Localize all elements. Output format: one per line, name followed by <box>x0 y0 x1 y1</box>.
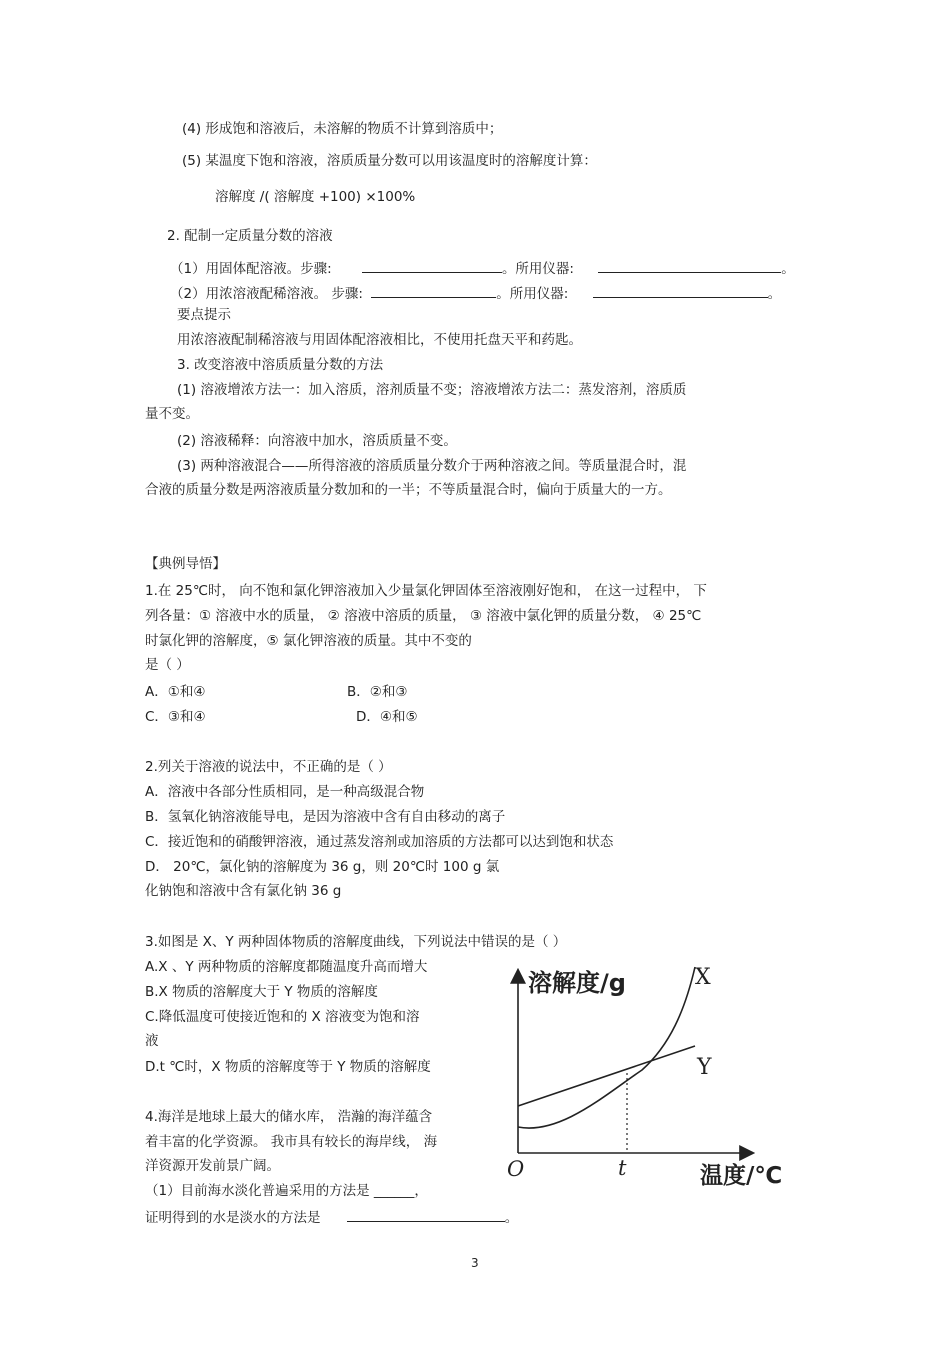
q1-line4: 是（ ） <box>145 657 190 673</box>
solid-solution-line: （1）用固体配溶液。步骤: 。所用仪器: 。 <box>170 258 795 278</box>
answer-blank[interactable] <box>347 1207 505 1222</box>
method-2: (2) 溶液稀释：向溶液中加水，溶质质量不变。 <box>177 433 457 449</box>
steps-blank[interactable] <box>362 258 502 273</box>
q3-option-c1: C.降低温度可使接近饱和的 X 溶液变为饱和溶 <box>145 1009 420 1025</box>
series-x-label: X <box>695 965 711 990</box>
y-axis-label: 溶解度/g <box>528 969 626 997</box>
q2-option-d2: 化钠饱和溶液中含有氯化钠 36 g <box>145 883 342 899</box>
q1-option-b: B．②和③ <box>347 684 408 700</box>
solubility-chart <box>490 955 800 1195</box>
method-3b: 合液的质量分数是两溶液质量分数加和的一半；不等质量混合时，偏向于质量大的一方。 <box>145 482 672 498</box>
q1-line1: 1.在 25℃时， 向不饱和氯化钾溶液加入少量氯化钾固体至溶液刚好饱和， 在这一过程中， 下 <box>145 583 707 599</box>
series-y-line <box>518 1046 695 1106</box>
instruments-blank[interactable] <box>593 283 768 298</box>
tip-title: 要点提示 <box>177 307 231 323</box>
section2-title: 2. 配制一定质量分数的溶液 <box>167 228 333 244</box>
formula: 溶解度 /( 溶解度 +100) ×100% <box>215 189 416 205</box>
page-number: 3 <box>471 1256 479 1270</box>
method-3a: (3) 两种溶液混合——所得溶液的溶质质量分数介于两种溶液之间。等质量混合时，混 <box>177 458 687 474</box>
q3-option-b: B.X 物质的溶解度大于 Y 物质的溶解度 <box>145 984 378 1000</box>
q3-option-a: A.X 、Y 两种物质的溶解度都随温度升高而增大 <box>145 959 428 975</box>
x-tick-t: t <box>618 1156 627 1180</box>
instruments-blank[interactable] <box>598 258 781 273</box>
q2-option-a: A．溶液中各部分性质相同，是一种高级混合物 <box>145 784 425 800</box>
q2-stem: 2.列关于溶液的说法中，不正确的是（ ） <box>145 759 392 775</box>
series-y-label: Y <box>697 1055 712 1080</box>
method-1a: (1) 溶液增浓方法一：加入溶质，溶剂质量不变；溶液增浓方法二：蒸发溶剂，溶质质 <box>177 382 687 398</box>
q1-option-a: A．①和④ <box>145 684 206 700</box>
q2-option-b: B．氢氧化钠溶液能导电，是因为溶液中含有自由移动的离子 <box>145 809 506 825</box>
q4-line1: 4.海洋是地球上最大的储水库， 浩瀚的海洋蕴含 <box>145 1109 433 1125</box>
rule-5: (5) 某温度下饱和溶液，溶质质量分数可以用该温度时的溶解度计算： <box>182 153 597 169</box>
q2-option-d1: D． 20℃，氯化钠的溶解度为 36 g，则 20℃时 100 g 氯 <box>145 859 500 875</box>
q1-line2: 列各量：① 溶液中水的质量， ② 溶液中溶质的质量， ③ 溶液中氯化钾的质量分数， ④ 25℃ <box>145 608 702 624</box>
q3-option-d: D.t ℃时，X 物质的溶解度等于 Y 物质的溶解度 <box>145 1059 431 1075</box>
q3-stem: 3.如图是 X、Y 两种固体物质的溶解度曲线，下列说法中错误的是（ ） <box>145 934 567 950</box>
rule-4: (4) 形成饱和溶液后，未溶解的物质不计算到溶质中； <box>182 121 503 137</box>
q1-line3: 时氯化钾的溶解度，⑤ 氯化钾溶液的质量。其中不变的 <box>145 633 472 649</box>
section3-title: 3. 改变溶液中溶质质量分数的方法 <box>177 357 384 373</box>
dilute-solution-line: （2）用浓溶液配稀溶液。 步骤: 。所用仪器: 。 <box>170 283 781 303</box>
q4-line3: 洋资源开发前景广阔。 <box>145 1158 280 1174</box>
q4-line2: 着丰富的化学资源。 我市具有较长的海岸线， 海 <box>145 1134 438 1150</box>
examples-heading: 【典例导悟】 <box>145 556 226 572</box>
steps-blank[interactable] <box>371 283 496 298</box>
origin-label: O <box>507 1157 525 1181</box>
q3-option-c2: 液 <box>145 1033 159 1049</box>
q1-option-d: D．④和⑤ <box>356 709 418 725</box>
method-1b: 量不变。 <box>145 406 199 422</box>
q1-option-c: C．③和④ <box>145 709 206 725</box>
q2-option-c: C．接近饱和的硝酸钾溶液，通过蒸发溶剂或加溶质的方法都可以达到饱和状态 <box>145 834 614 850</box>
q4-part1: （1）目前海水淡化普遍采用的方法是 ______， <box>145 1183 428 1199</box>
x-axis-label: 温度/℃ <box>700 1163 783 1189</box>
tip-text: 用浓溶液配制稀溶液与用固体配溶液相比，不使用托盘天平和药匙。 <box>177 332 582 348</box>
q4-part1-line2: 证明得到的水是淡水的方法是 。 <box>145 1207 518 1227</box>
